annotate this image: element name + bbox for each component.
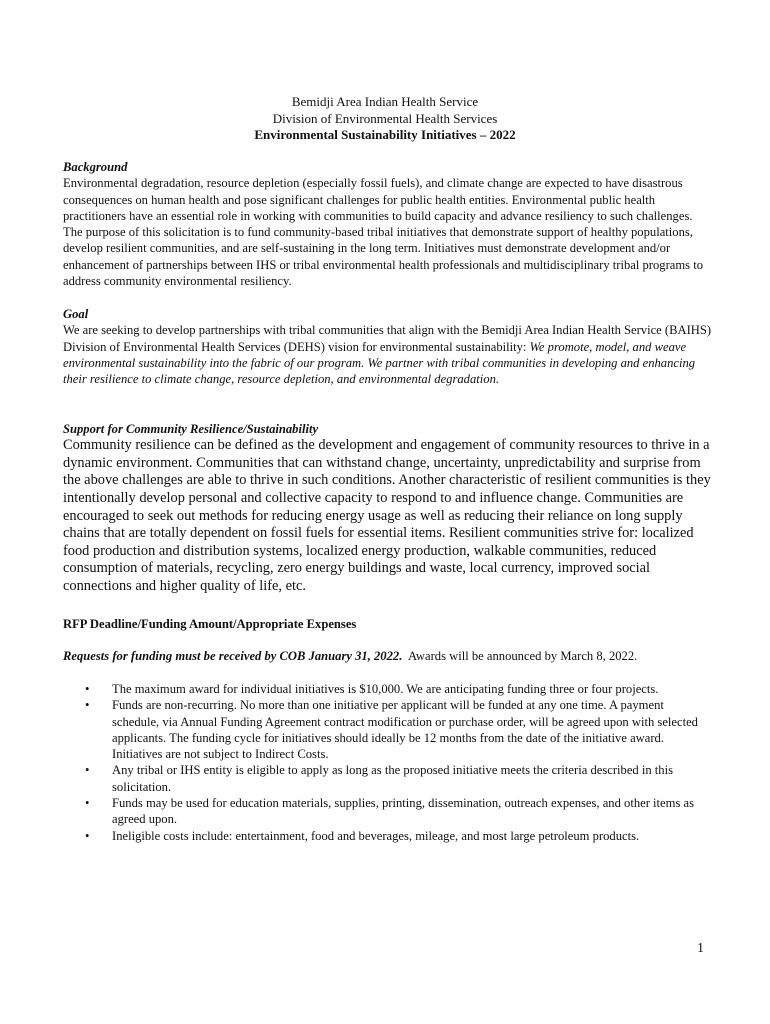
list-item-text: Funds are non-recurring. No more than one initiative per applicant will be funded at any one time. A payment schedule, via Annual Funding Agreement contract modification or purchase order, will be agreed upon with selected applicants. The funding cycle for initiatives should ideally be 12 months from the date of the initiative award. Initiatives are not subject to Indirect Costs. (112, 698, 698, 762)
list-item (63, 828, 713, 844)
rfp-heading: RFP Deadline/Funding Amount/Appropriate Expenses (63, 617, 357, 631)
rfp-deadline-line (63, 648, 713, 664)
bullet-icon: • (85, 796, 90, 811)
page-number: 1 (697, 941, 704, 956)
list-item-text: Funds may be used for education materials, supplies, printing, dissemination, outreach expenses, and other items as agreed upon. (112, 796, 694, 827)
rfp-awards: Awards will be announced by March 8, 2022. (407, 649, 638, 664)
list-item-text: Ineligible costs include: entertainment, food and beverages, mileage, and most large petroleum products. (112, 828, 640, 843)
support-heading: Support for Community Resilience/Sustainability (63, 422, 319, 436)
goal-section (63, 306, 713, 387)
bullet-icon: • (85, 682, 90, 696)
list-item (63, 762, 713, 795)
list-item-text: Any tribal or IHS entity is eligible to apply as long as the proposed initiative meets the criteria described in this solicitation. (112, 763, 673, 794)
support-section (63, 421, 713, 596)
header-agency: Bemidji Area Indian Health Service (291, 94, 479, 109)
goal-paragraph (63, 322, 713, 387)
background-text: Environmental degradation, resource depletion (especially fossil fuels), and climate change are expected to have disastrous consequences on human health and pose significant challenges for public health entities. Environmental public health practitioners have an essential role in working with communities to build capacity and advance resiliency to such challenges. The purpose of this solicitation is to fund community-based tribal initiatives that demonstrate support of healthy populations, develop resilient communities, and are self-sustaining in the long term. Initiatives must demonstrate development and/or enhancement of partnerships between IHS or tribal environmental health professionals and multidisciplinary tribal programs to address community environmental resiliency. (63, 176, 704, 289)
document-title: Environmental Sustainability Initiatives – 2022 (254, 127, 516, 142)
bullet-icon: • (85, 698, 90, 713)
goal-vision: We promote, model, and weave environmental sustainability into the fabric of our program. We partner with tribal communities in developing and enhancing their resilience to climate change, resource depletion, and environmental degradation. (63, 339, 696, 387)
list-item (63, 681, 713, 697)
support-text: Community resilience can be defined as the development and engagement of community resources to thrive in a dynamic environment. Communities that can withstand change, uncertainty, unpredictability and surprise from the above challenges are able to thrive in such conditions. Another characteristic of resilient communities is they intentionally develop personal and collective capacity to respond to and influence change. Communities are encouraged to seek out methods for reducing energy usage as well as reducing their reliance on long supply chains that are totally dependent on fossil fuels for essential items. Resilient communities strive for: localized food production and distribution systems, localized energy production, walkable communities, reduced consumption of materials, recycling, zero energy buildings and waste, local currency, improved social connections and higher quality of life, etc. (63, 437, 711, 595)
document-header (0, 94, 770, 144)
goal-text: We are seeking to develop partnerships with tribal communities that align with the Bemidji Area Indian Health Service (BAIHS) Division of Environmental Health Services (DEHS) vision for environmental sustainability: (63, 323, 712, 354)
list-item (63, 795, 713, 828)
goal-heading: Goal (63, 307, 89, 321)
background-heading: Background (63, 160, 128, 174)
bullet-icon: • (85, 763, 90, 778)
list-item (63, 697, 713, 762)
background-section (63, 159, 713, 289)
rfp-bullet-list (63, 681, 713, 844)
rfp-section (63, 616, 713, 665)
rfp-deadline: Requests for funding must be received by COB January 31, 2022. (63, 649, 403, 664)
list-item-text: The maximum award for individual initiatives is $10,000. We are anticipating funding three or four projects. (112, 682, 659, 696)
header-division: Division of Environmental Health Services (272, 110, 498, 126)
bullet-icon: • (85, 828, 90, 843)
